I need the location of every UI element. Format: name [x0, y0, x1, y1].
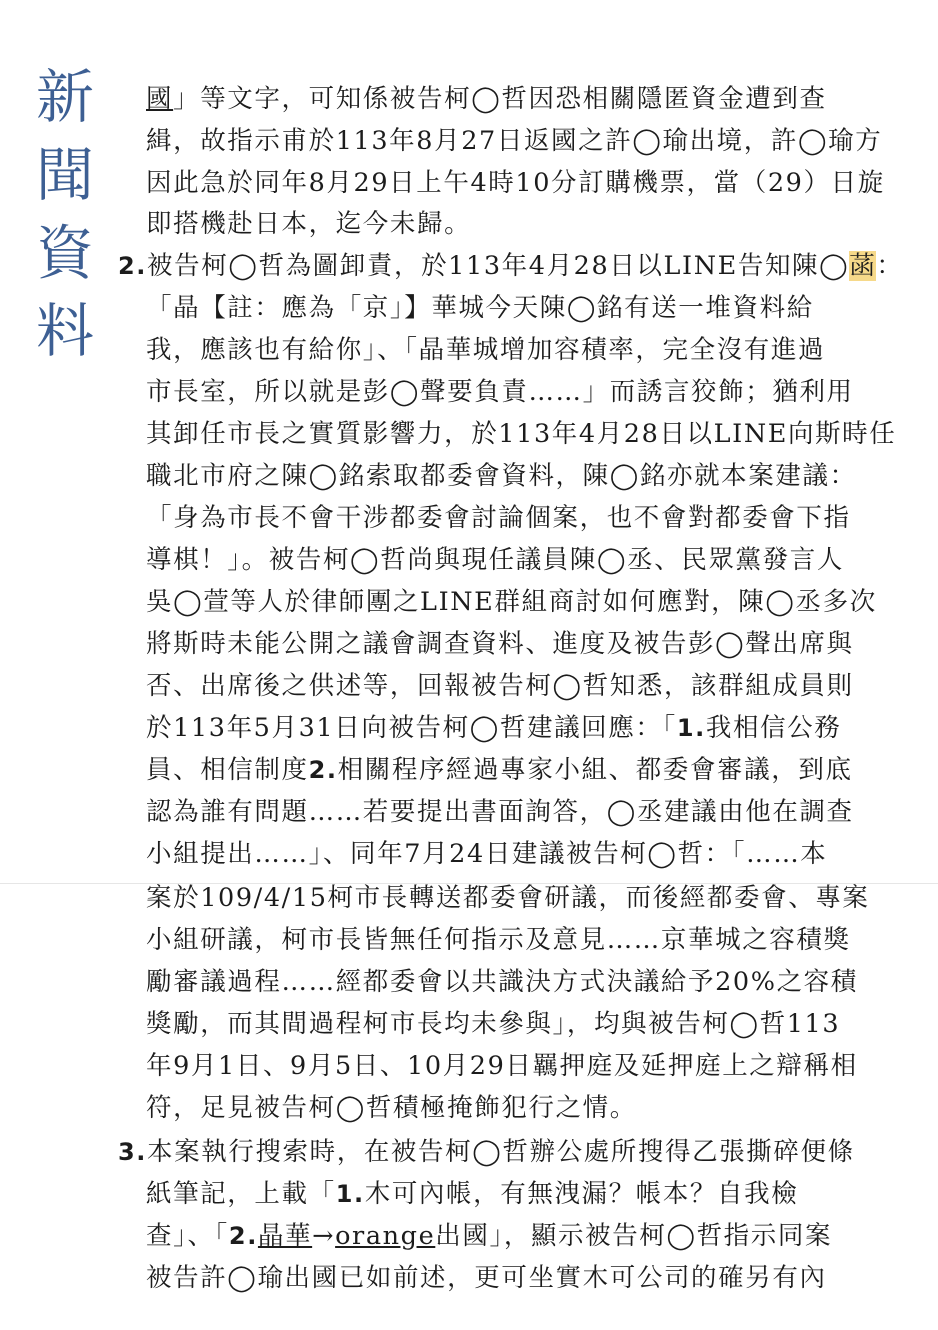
text-line [146, 707, 841, 749]
text-line [146, 581, 877, 623]
text-segment: 出國」，顯示被告柯◯哲指示同案 [435, 1221, 833, 1251]
text-segment: 吳◯萱等人於律師團之LINE群組商討如何應對，陳◯丞多次 [146, 587, 877, 617]
list-number: 2. [118, 252, 148, 280]
text-segment: 職北市府之陳◯銘索取都委會資料，陳◯銘亦就本案建議： [146, 461, 857, 491]
text-line [146, 1045, 858, 1087]
text-line [146, 78, 827, 120]
text-line [146, 749, 853, 791]
text-line [146, 1257, 827, 1299]
text-segment: 認為誰有問題……若要提出書面詢答，◯丞建議由他在調查 [146, 797, 854, 827]
text-segment: 因此急於同年8月29日上午4時10分訂購機票，當（29）日旋 [146, 168, 885, 198]
text-line [146, 665, 854, 707]
side-label-char: 聞 [35, 141, 94, 209]
side-label-char: 新 [35, 63, 94, 131]
text-line [146, 329, 825, 371]
text-line [146, 497, 851, 539]
text-line [146, 1003, 840, 1045]
text-segment: 「晶【註：應為「京」】華城今天陳◯銘有送一堆資料給 [146, 293, 814, 323]
text-segment: 獎勵，而其間過程柯市長均未參與」，均與被告柯◯哲113 [146, 1009, 841, 1039]
text-segment: 否、出席後之供述等，回報被告柯◯哲知悉，該群組成員則 [146, 671, 854, 701]
text-segment: 小組研議，柯市長皆無任何指示及意見……京華城之容積獎 [146, 925, 851, 955]
text-line [118, 245, 904, 287]
list-number: 1. [676, 714, 706, 742]
text-segment: 我相信公務 [705, 713, 842, 743]
text-line [146, 1087, 637, 1129]
text-segment: 導棋！」。被告柯◯哲尚與現任議員陳◯丞、民眾黨發言人 [146, 545, 844, 575]
text-segment: orange [335, 1221, 436, 1251]
text-line [146, 287, 814, 329]
text-line [146, 371, 854, 413]
text-segment: 員、相信制度 [146, 755, 309, 785]
text-segment: 年9月1日、9月5日、10月29日羈押庭及延押庭上之辯稱相 [146, 1051, 858, 1081]
text-line [146, 623, 854, 665]
text-segment: 即搭機赴日本，迄今未歸。 [146, 209, 472, 239]
text-segment: 紙筆記，上載「 [146, 1179, 336, 1209]
text-line [146, 833, 827, 875]
text-segment: → [312, 1221, 336, 1251]
text-segment: 勵審議過程……經都委會以共識決方式決議給予20%之容積 [146, 967, 858, 997]
text-segment: 本案執行搜索時，在被告柯◯哲辦公處所搜得乙張撕碎便條 [147, 1137, 855, 1167]
text-segment: 我，應該也有給你」、「晶華城增加容積率，完全沒有進過 [146, 335, 826, 365]
text-segment: 案於109/4/15柯市長轉送都委會研議，而後經都委會、專案 [146, 883, 870, 913]
text-segment: 被告柯◯哲為圖卸責，於113年4月28日以LINE告知陳◯ [147, 251, 850, 281]
text-line [146, 791, 854, 833]
text-segment: 被告許◯瑜出國已如前述，更可坐實木可公司的確另有內 [146, 1263, 827, 1293]
text-segment: 相關程序經過專家小組、都委會審議，到底 [337, 755, 853, 785]
text-segment: 木可內帳，有無洩漏？帳本？自我檢 [364, 1179, 799, 1209]
text-line [146, 961, 858, 1003]
text-segment: 於113年5月31日向被告柯◯哲建議回應：「 [146, 713, 677, 743]
text-line [146, 203, 471, 245]
news-material-label [30, 58, 100, 370]
text-segment: 將斯時未能公開之議會調查資料、進度及被告彭◯聲出席與 [146, 629, 854, 659]
text-line [146, 539, 844, 581]
list-number: 2. [308, 756, 338, 784]
text-line [146, 120, 882, 162]
text-line [146, 919, 851, 961]
text-line [118, 1131, 855, 1173]
text-line [146, 413, 896, 455]
text-segment: 晶華 [257, 1221, 313, 1251]
text-segment: 符，足見被告柯◯哲積極掩飾犯行之情。 [146, 1093, 637, 1123]
list-number: 1. [335, 1180, 365, 1208]
text-segment: 其卸任市長之實質影響力，於113年4月28日以LINE向斯時任 [146, 419, 897, 449]
text-segment: 緝，故指示甫於113年8月27日返國之許◯瑜出境，許◯瑜方 [146, 126, 883, 156]
side-label-char: 料 [35, 297, 94, 365]
text-segment: 小組提出……」、同年7月24日建議被告柯◯哲：「……本 [146, 839, 828, 869]
text-line [146, 162, 885, 204]
text-segment: 」等文字，可知係被告柯◯哲因恐相關隱匿資金遭到查 [173, 84, 827, 114]
text-segment: 「身為市長不會干涉都委會討論個案，也不會對都委會下指 [146, 503, 851, 533]
text-segment: ： [876, 251, 904, 281]
text-line [146, 877, 870, 919]
text-segment: 市長室，所以就是彭◯聲要負責……」而誘言狡飾；猶利用 [146, 377, 854, 407]
text-line [146, 1173, 798, 1215]
side-label-char: 資 [35, 219, 94, 287]
text-line [146, 455, 857, 497]
highlighted-text: 菡 [849, 251, 877, 281]
text-segment: 國 [146, 84, 174, 114]
text-segment: 查」、「 [146, 1221, 229, 1251]
text-line [146, 1215, 832, 1257]
list-number: 2. [228, 1222, 258, 1250]
list-number: 3. [118, 1138, 148, 1166]
